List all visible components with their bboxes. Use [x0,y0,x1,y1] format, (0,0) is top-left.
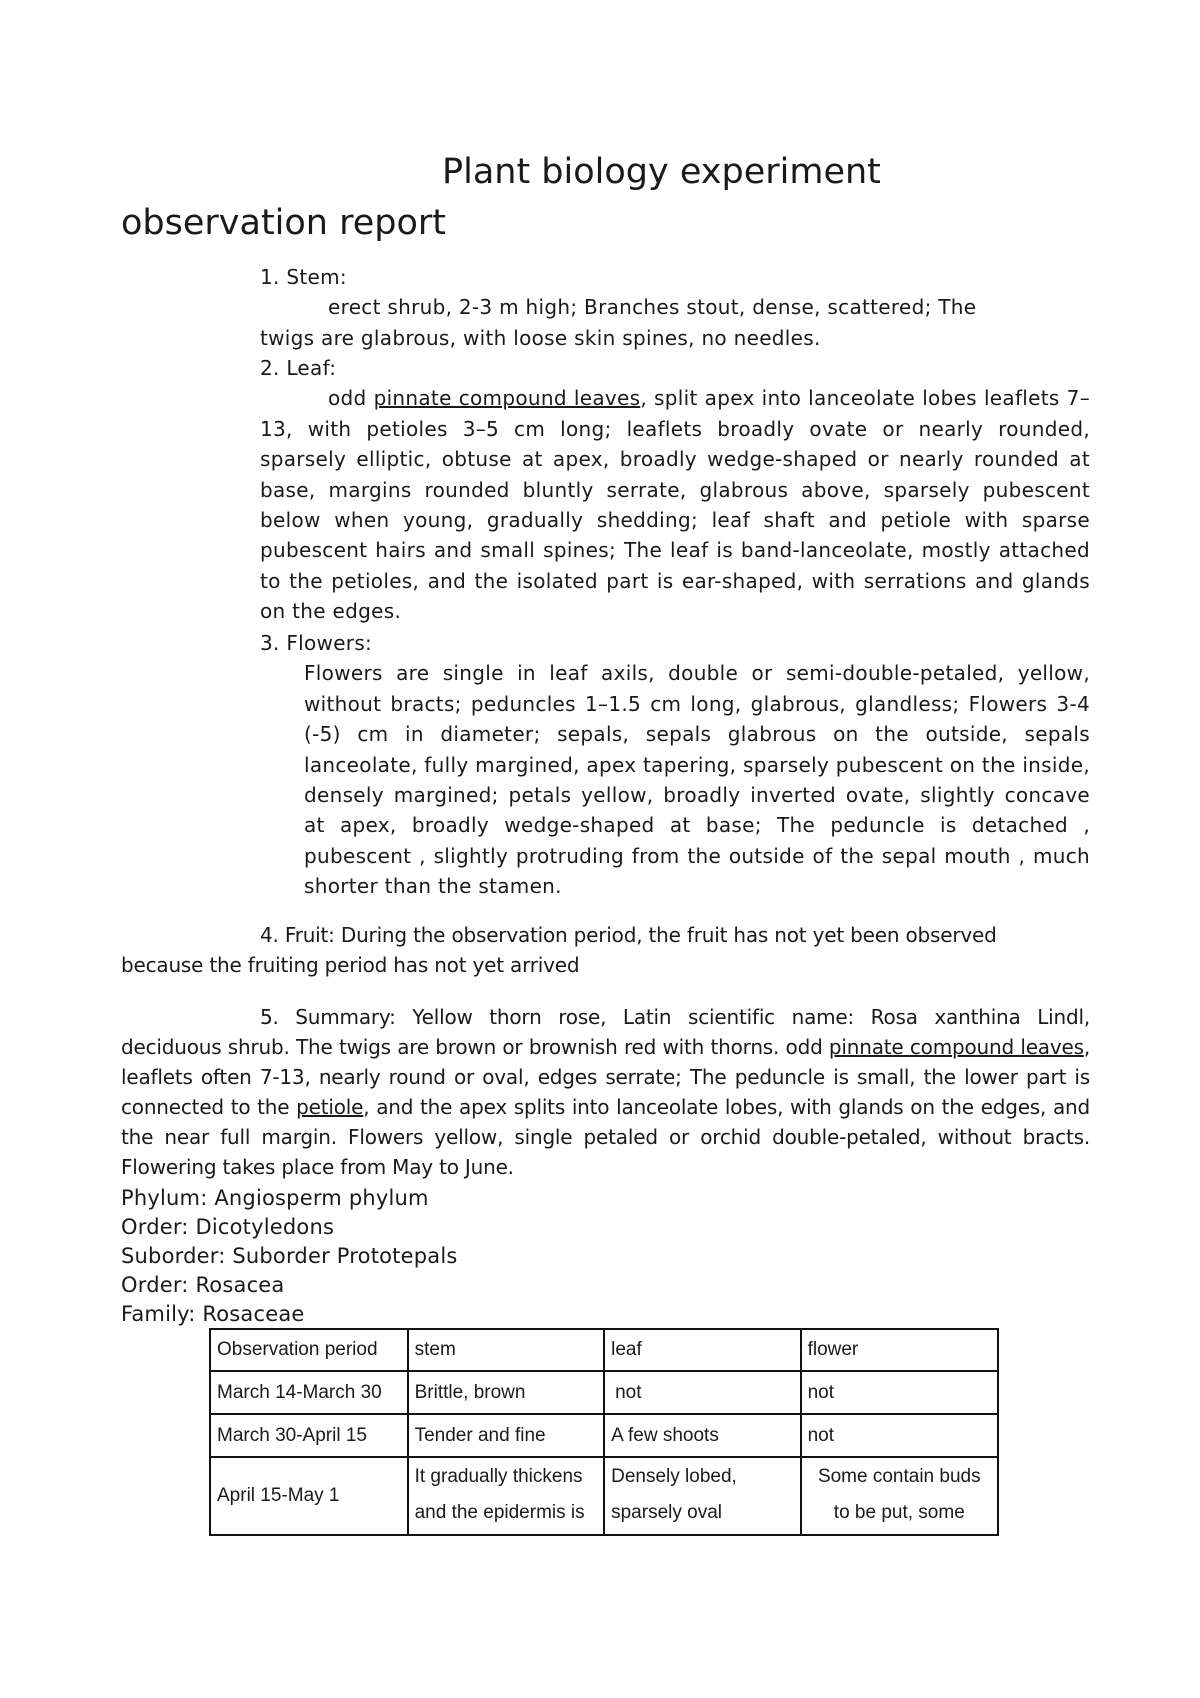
summary-pinnate-link[interactable]: pinnate compound leaves [828,1035,1084,1059]
cell-stem-text: It gradually thickens and the epidermis is [414,1466,585,1523]
cell-period: April 15-May 1 [210,1457,408,1535]
leaf-text-pre: odd [328,386,374,411]
fruit-line-2: because the fruiting period has not yet arrived [121,953,580,977]
fruit-section [121,920,1081,980]
leaf-section [260,353,1090,627]
cell-stem: Brittle, brown [408,1371,605,1414]
cell-flower-text: Some contain buds to be put, some [817,1466,981,1523]
summary-part-2: , leaflets often 7-13, nearly round or oval, edges serrate; The peduncle is small, the lower part is connected to the [121,1035,1090,1119]
table-row [210,1371,998,1414]
leaf-text-post: , split apex into lanceolate lobes [640,386,977,411]
taxonomy-list [121,1184,821,1329]
cell-period: March 30-April 15 [210,1414,408,1457]
flowers-paragraph: Flowers are single in leaf axils, double or semi-double-petaled, yellow, without bracts; peduncles 1–1.5 cm long, glabrous, glandless; Flowers 3-4 (-5) cm in diameter; sepals, sepals glabrous on the outside, sepals lanceolate, fully margined, apex tapering, sparsely pubescent on the inside, densely margined; petals yellow, broadly inverted ovate, slightly concave at apex, broadly wedge-shaped at base; The peduncle is detached , pubescent , slightly protruding from the outside of the sepal mouth , much shorter than the stamen. [304,661,1090,899]
observation-table [209,1328,999,1536]
cell-flower: not [801,1414,998,1457]
header-observation-period: Observation period [210,1329,408,1371]
header-stem: stem [408,1329,605,1371]
summary-part-3: , and the apex splits into lanceolate lobes, with glands on the edges, and the near full margin. Flowers yellow, single petaled or orchid double-petaled, without bracts. Flowering takes place from May to June. [121,1095,1090,1179]
cell-leaf-text: Densely lobed, sparsely oval [611,1466,737,1523]
header-leaf: leaf [604,1329,800,1371]
stem-line-2: twigs are glabrous, with loose skin spines, no needles. [260,325,821,350]
cell-stem [408,1457,605,1535]
summary-paragraph [121,1002,1090,1182]
taxonomy-phylum: Phylum: Angiosperm phylum [121,1186,429,1210]
stem-heading: 1. Stem: [260,265,347,289]
cell-flower: not [801,1371,998,1414]
title-line-1: Plant biology experiment [442,152,881,192]
title-line-2: observation report [121,203,447,243]
table-header-row [210,1329,998,1371]
leaf-text-rest: leaflets 7–13, with petioles 3–5 cm long; leaflets broadly ovate or nearly rounded, sparsely elliptic, obtuse at apex, broadly wedge-shaped or nearly rounded at base, margins rounded bluntly serrate, glabrous above, sparsely pubescent below when young, gradually shedding; leaf shaft and petiole with sparse pubescent hairs and small spines; The leaf is band-lanceolate, mostly attached to the petioles, and the isolated part is ear-shaped, with serrations and glands on the edges. [260,386,1090,624]
stem-line-1: erect shrub, 2-3 m high; Branches stout, dense, scattered; The [328,295,977,320]
taxonomy-family: Family: Rosaceae [121,1302,305,1326]
cell-period: March 14-March 30 [210,1371,408,1414]
taxonomy-order-2: Order: Rosacea [121,1273,285,1297]
taxonomy-suborder: Suborder: Suborder Prototepals [121,1244,458,1268]
table-row [210,1457,998,1535]
leaf-heading: 2. Leaf: [260,356,337,380]
summary-petiole-link[interactable]: petiole [296,1095,364,1119]
leaf-paragraph [260,383,1090,626]
stem-section [260,262,1090,353]
taxonomy-order: Order: Dicotyledons [121,1215,335,1239]
flowers-heading: 3. Flowers: [260,631,373,655]
cell-leaf: A few shoots [604,1414,800,1457]
pinnate-compound-leaves-link[interactable]: pinnate compound leaves [373,386,641,411]
cell-stem: Tender and fine [408,1414,605,1457]
cell-leaf: not [604,1371,800,1414]
summary-part-1: 5. Summary: Yellow thorn rose, Latin scientific name: Rosa xanthina Lindl, deciduous shrub. The twigs are brown or brownish red with thorns. odd [121,1005,1090,1059]
cell-flower [801,1457,998,1535]
cell-leaf [604,1457,800,1535]
table-row [210,1414,998,1457]
flowers-section [260,628,1090,902]
fruit-line-1: 4. Fruit: During the observation period, the fruit has not yet been observed [260,923,997,947]
header-flower: flower [801,1329,998,1371]
